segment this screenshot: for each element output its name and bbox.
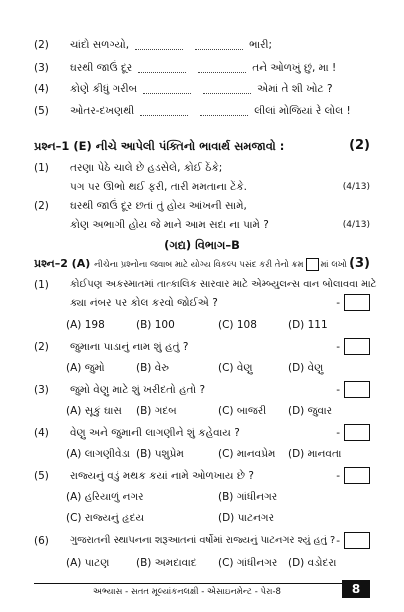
line-text: એમાં તે શી ખોટ ? xyxy=(257,83,333,95)
answer-box[interactable] xyxy=(344,467,370,484)
blank xyxy=(140,107,188,116)
blank xyxy=(195,41,243,50)
line-number: (3) xyxy=(34,62,49,74)
option[interactable]: (C) વેણુ xyxy=(218,362,253,374)
option[interactable]: (A) પાટણ xyxy=(66,557,110,569)
marks: (2) xyxy=(349,138,370,153)
option[interactable]: (A) સૂકું ઘાસ xyxy=(66,405,122,417)
option[interactable]: (B) વેરુ xyxy=(136,362,169,374)
line-number: (2) xyxy=(34,39,49,51)
option[interactable]: (D) વેણુ xyxy=(288,362,324,374)
blank xyxy=(135,41,183,50)
reference: (4/13) xyxy=(342,220,370,230)
option[interactable]: (D) પાટનગર xyxy=(218,512,275,524)
option[interactable]: (B) 100 xyxy=(136,319,175,331)
option[interactable]: (C) ગાંધીનગર xyxy=(218,557,278,569)
option[interactable]: (D) માનવતા xyxy=(288,448,342,460)
line-number: (5) xyxy=(34,105,49,117)
line-text: કોણે કીધું ગરીબ xyxy=(70,83,138,95)
answer-box[interactable] xyxy=(344,532,370,549)
option[interactable]: (C) રાજ્યનું હૃદય xyxy=(66,512,145,524)
blank xyxy=(198,64,246,73)
option[interactable]: (D) 111 xyxy=(288,319,328,331)
line-text: ચાંદો સળગ્યો, xyxy=(70,39,130,51)
worksheet-page: (2) ચાંદો સળગ્યો, ભારી; (3) ઘરથી જાઉં દૂર તને ઓળખું છું, મા ! (4) કોણે કીધું ગરીબ એમાં તે શી ખોટ ? (5) ઓતર-દખણથી લીલાં મોજિયાં રે લોલ ! પ્રશ્ન–1 (E) નીચે આપેલી પંક્તિનો ભાવાર્થ સમજાવો : (2) (1) તરણા પેઠે ચાલે છે હડસેલે, કોઈ ઠેંકે; પગ પર ઊભો થઈ ફરી, તારી મમતાના ટેંકે. (4/13) (2) ઘરથી જાઉં દૂર છતાં તું હોય આંખની સામે, કોણ અભાગી હોય જે માને આમ સદા ના પામે ? (4/13) (ગદ્ય) વિભાગ–B પ્રશ્ન–2 (A) નીચેના પ્રશ્નોના જવાબ માટે યોગ્ય વિકલ્પ પસંદ કરી તેનો ક્રમ માં લખો : (3) (1) કોઈપણ અકસ્માતમાં તાત્કાલિક સારવાર માટે એમ્બ્યુલન્સ વાન બોલાવવા માટે ક્યા નંબર પર કોલ કરવો જોઈએ ? - (A) 198 (B) 100 (C) 108 (D) 111 (2) જુમાના પાડાનું નામ શું હતું ? - (A) જુમો (B) વેરુ (C) વેણુ (D) વેણુ (3) જુમો વેણુ માટે શું ખરીદતો હતો ? - (A) સૂકું ઘાસ (B) ગદબ (C) બાજરી (D) જુવાર (4) વેણુ અને જુમાની લાગણીને શું કહેવાય ? - (A) લાગણીવેડા (B) પશુપ્રેમ (C) માનવપ્રેમ (D) માનવતા (5) રાજ્યનું વડું મથક કયાં નામે ઓળખાય છે ? - (A) હરિયાળું નગર (B) ગાંધીનગર (C) રાજ્યનું હૃદય (D) પાટનગર (6) ગુજરાતની સ્થાપનના શરૂઆતનાં વર્ષોમાં રાજ્યનું પાટનગર શ્યું હતું ? - (A) પાટણ (B) અમદાવાદ (C) ગાંધીનગર (D) વડોદરા અભ્યાસ - સતત મૂલ્યાંકનલક્ષી - એસાઇનમેન્ટ - પેરા-8 8 xyxy=(0,0,404,612)
option[interactable]: (B) પશુપ્રેમ xyxy=(136,448,184,460)
option[interactable]: (B) અમદાવાદ xyxy=(136,557,197,569)
line-text: ઓતર-દખણથી xyxy=(70,105,135,117)
line-number: (4) xyxy=(34,83,49,95)
reference: (4/13) xyxy=(342,182,370,192)
option[interactable]: (B) ગદબ xyxy=(136,405,177,417)
footer-text: અભ્યાસ - સતત મૂલ્યાંકનલક્ષી - એસાઇનમેન્ટ - પેરા-8 xyxy=(93,587,281,597)
option[interactable]: (C) બાજરી xyxy=(218,405,267,417)
line-text: ઘરથી જાઉં દૂર xyxy=(70,62,133,74)
line-text: તને ઓળખું છું, મા ! xyxy=(252,62,337,74)
blank xyxy=(138,64,186,73)
answer-box xyxy=(306,258,319,271)
option[interactable]: (D) જુવાર xyxy=(288,405,333,417)
option[interactable]: (C) 108 xyxy=(218,319,257,331)
blank xyxy=(143,85,191,94)
page-number: 8 xyxy=(342,580,370,598)
line-text: ભારી; xyxy=(249,39,273,51)
answer-box[interactable] xyxy=(344,338,370,355)
option[interactable]: (C) માનવપ્રેમ xyxy=(218,448,276,460)
section-title: (ગદ્ય) વિભાગ–B xyxy=(164,238,240,252)
option[interactable]: (B) ગાંધીનગર xyxy=(218,491,278,503)
question-label: પ્રશ્ન–1 (E) નીચે આપેલી પંક્તિનો ભાવાર્થ સમજાવો : xyxy=(34,139,285,153)
option[interactable]: (A) જુમો xyxy=(66,362,105,374)
marks: (3) xyxy=(349,256,370,271)
option[interactable]: (D) વડોદરા xyxy=(288,557,337,569)
option[interactable]: (A) હરિયાળું નગર xyxy=(66,491,144,503)
answer-box[interactable] xyxy=(344,381,370,398)
question-label: પ્રશ્ન–2 (A) xyxy=(34,257,91,270)
answer-box[interactable] xyxy=(344,424,370,441)
line-text: લીલાં મોજિયાં રે લોલ ! xyxy=(254,105,351,117)
answer-box[interactable] xyxy=(344,294,370,311)
option[interactable]: (A) 198 xyxy=(66,319,105,331)
blank xyxy=(200,107,248,116)
blank xyxy=(203,85,251,94)
page-footer xyxy=(34,583,370,597)
option[interactable]: (A) લાગણીવેડા xyxy=(66,448,130,460)
